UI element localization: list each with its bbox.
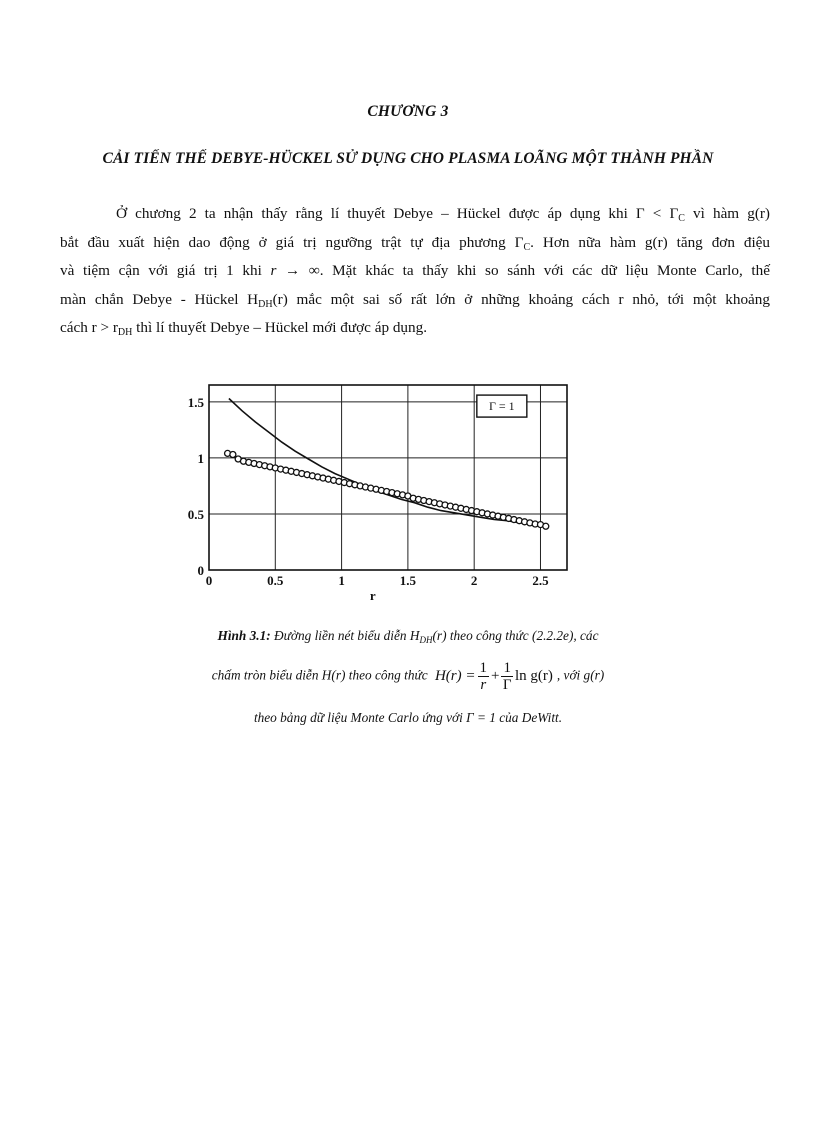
figure-caption-line-1: Hình 3.1: Đường liền nét biểu diễn $H_{DH}(r)$ theo công thức (2.2.2e), các xyxy=(217,628,599,645)
data-point-circle xyxy=(543,523,549,529)
x-axis-label: r xyxy=(369,588,376,603)
legend-label: Γ = 1 xyxy=(488,399,515,414)
para-line-3: và tiệm cận với giá trị 1 khi r → ∞. Mặt khác ta thấy khi so sánh với các dữ liệu Monte Carlo, thế xyxy=(60,262,770,280)
chapter-title: CẢI TIẾN THẾ DEBYE-HÜCKEL SỬ DỤNG CHO PLASMA LOÃNG MỘT THÀNH PHẦN xyxy=(102,150,714,167)
x-tick-label: 0.5 xyxy=(267,573,284,588)
x-tick-label: 1.5 xyxy=(399,573,417,588)
figure-label: Hình 3.1: xyxy=(217,628,271,643)
para-line-5: cách $r > r_{DH}$ thì lí thuyết Debye – Hückel mới được áp dụng. xyxy=(60,319,428,339)
x-tick-label: 0 xyxy=(205,573,213,588)
data-point-circle xyxy=(230,452,236,458)
y-tick-label: 0 xyxy=(197,563,204,578)
figure-chart xyxy=(150,378,570,608)
para-line-1: Ở chương 2 ta nhận thấy rằng lí thuyết Debye – Hückel được áp dụng khi $\Gamma < \Gamma_C$ vì hàm g(r) xyxy=(116,205,770,224)
formula: H(r) = $\frac{1}{r}$ + $\frac{1}{\Gamma}$ ln g(r) xyxy=(434,660,553,693)
para-line-4: màn chắn Debye - Hückel $H_{DH}(r)$ mắc một sai số rất lớn ở những khoảng cách r nhỏ, tới một khoảng xyxy=(60,290,770,310)
figure-caption-line-2: chấm tròn biểu diễn H(r) theo công thức H(r) = $\frac{1}{r}$ + $\frac{1}{\Gamma}$ ln g(r) , với g(r) xyxy=(211,660,605,693)
para-line-2: bắt đầu xuất hiện dao động ở giá trị ngưỡng trật tự địa phương $\Gamma_C$. Hơn nữa hàm g(r) tăng đơn điệu xyxy=(60,233,770,253)
body-paragraph xyxy=(60,200,770,343)
figure-caption-line-3: theo bảng dữ liệu Monte Carlo ứng với Γ = 1 của DeWitt. xyxy=(253,710,563,725)
y-tick-label: 1 xyxy=(197,450,204,466)
x-tick-label: 2 xyxy=(470,573,478,588)
x-tick-label: 1 xyxy=(338,573,345,588)
chapter-heading: CHƯƠNG 3 xyxy=(367,103,449,120)
y-tick-label: 1.5 xyxy=(187,394,204,410)
x-tick-label: 2.5 xyxy=(532,573,549,588)
y-tick-label: 0.5 xyxy=(187,506,204,522)
